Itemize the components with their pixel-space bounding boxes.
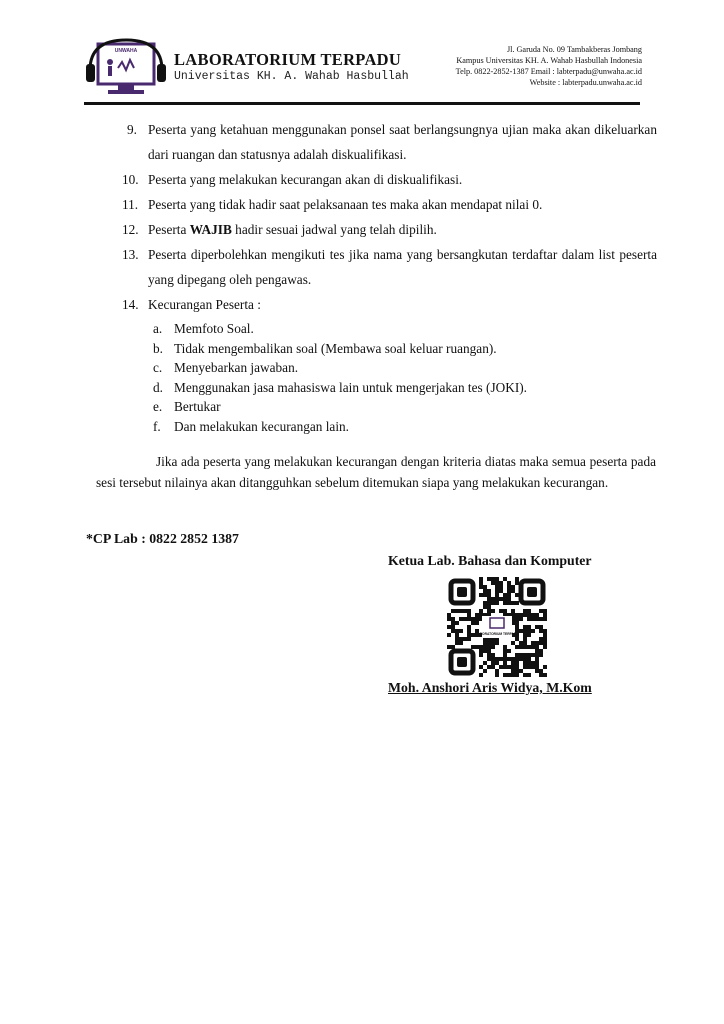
svg-text:UNWAHA: UNWAHA [114, 48, 138, 54]
rule-text: Kecurangan Peserta : [148, 297, 261, 312]
rule-number: 9. [127, 122, 137, 137]
rule-text: hadir sesuai jadwal yang telah dipilih. [231, 222, 437, 237]
rule-item [122, 117, 657, 167]
item-text: Menggunakan jasa mahasiswa lain untuk mengerjakan tes (JOKI). [174, 379, 528, 395]
item-text: Dan melakukan kecurangan lain. [174, 418, 350, 434]
rule-number: 10. [122, 172, 139, 187]
rule-number: 11. [122, 197, 139, 212]
lab-subtitle: Universitas KH. A. Wahab Hasbullah [174, 70, 409, 83]
letterhead [84, 36, 644, 102]
rule-number: 13. [122, 247, 139, 262]
cheating-item [153, 397, 657, 417]
item-letter: a. [153, 321, 163, 336]
rule-number: 12. [122, 222, 139, 237]
rule-text: Peserta diperbolehkan mengikuti tes jika nama yang bersangkutan terdaftar dalam list peserta yang dipegang oleh pengawas. [148, 247, 657, 287]
qr-code-icon [446, 576, 548, 678]
item-text: Bertukar [174, 399, 221, 414]
address-line: Kampus Universitas KH. A. Wahab Hasbullah Indonesia [456, 56, 642, 65]
cheating-item [153, 378, 657, 398]
item-text: Tidak mengembalikan soal (Membawa soal keluar ruangan). [174, 340, 497, 356]
address-line: Telp. 0822-2852-1387 Email : labterpadu@unwaha.ac.id [455, 67, 642, 76]
rule-item [122, 217, 657, 242]
item-letter: e. [153, 399, 163, 414]
cheating-item [153, 339, 657, 359]
contact-line: *CP Lab : 0822 2852 1387 [86, 531, 239, 546]
rule-item [122, 242, 657, 292]
rule-text: Peserta yang tidak hadir saat pelaksanaan tes maka akan mendapat nilai 0. [148, 197, 543, 212]
address-line: Website : labterpadu.unwaha.ac.id [529, 78, 642, 87]
address-line: Jl. Garuda No. 09 Tambakberas Jombang [506, 45, 642, 54]
header-divider [84, 102, 640, 105]
item-letter: f. [153, 418, 161, 434]
lab-title: LABORATORIUM TERPADU [174, 50, 402, 69]
cheating-list [153, 319, 657, 436]
rule-item [122, 167, 657, 192]
rule-text: Peserta yang melakukan kecurangan akan di diskualifikasi. [148, 172, 463, 187]
rule-emphasis: WAJIB [189, 222, 232, 237]
closing-paragraph: Jika ada peserta yang melakukan kecurangan dengan kriteria diatas maka semua peserta pada sesi tersebut nilainya akan ditangguhkan sebelum ditemukan siapa yang melakukan kecurangan. [96, 454, 656, 490]
cheating-item [153, 358, 657, 378]
signature-title: Ketua Lab. Bahasa dan Komputer [388, 553, 592, 568]
item-letter: c. [153, 360, 163, 375]
signatory-name: Moh. Anshori Aris Widya, M.Kom [388, 680, 592, 695]
rules-list [122, 117, 657, 436]
rule-text: Peserta [148, 222, 190, 237]
item-letter: d. [153, 379, 163, 395]
rule-item [122, 292, 657, 317]
rule-item [122, 192, 657, 217]
lab-logo-icon [84, 36, 168, 100]
item-text: Memfoto Soal. [174, 321, 254, 336]
cheating-item [153, 417, 657, 437]
qr-caption: LABORATORIUM TERPADU [475, 632, 519, 636]
cheating-item [153, 319, 657, 339]
item-letter: b. [153, 340, 163, 356]
rule-text: Peserta yang ketahuan menggunakan ponsel saat berlangsungnya ujian maka akan dikeluarkan dari ruangan dan statusnya adalah diskualifikasi. [148, 122, 657, 162]
rule-number: 14. [122, 297, 139, 312]
address-block [412, 44, 642, 88]
item-text: Menyebarkan jawaban. [174, 360, 299, 375]
